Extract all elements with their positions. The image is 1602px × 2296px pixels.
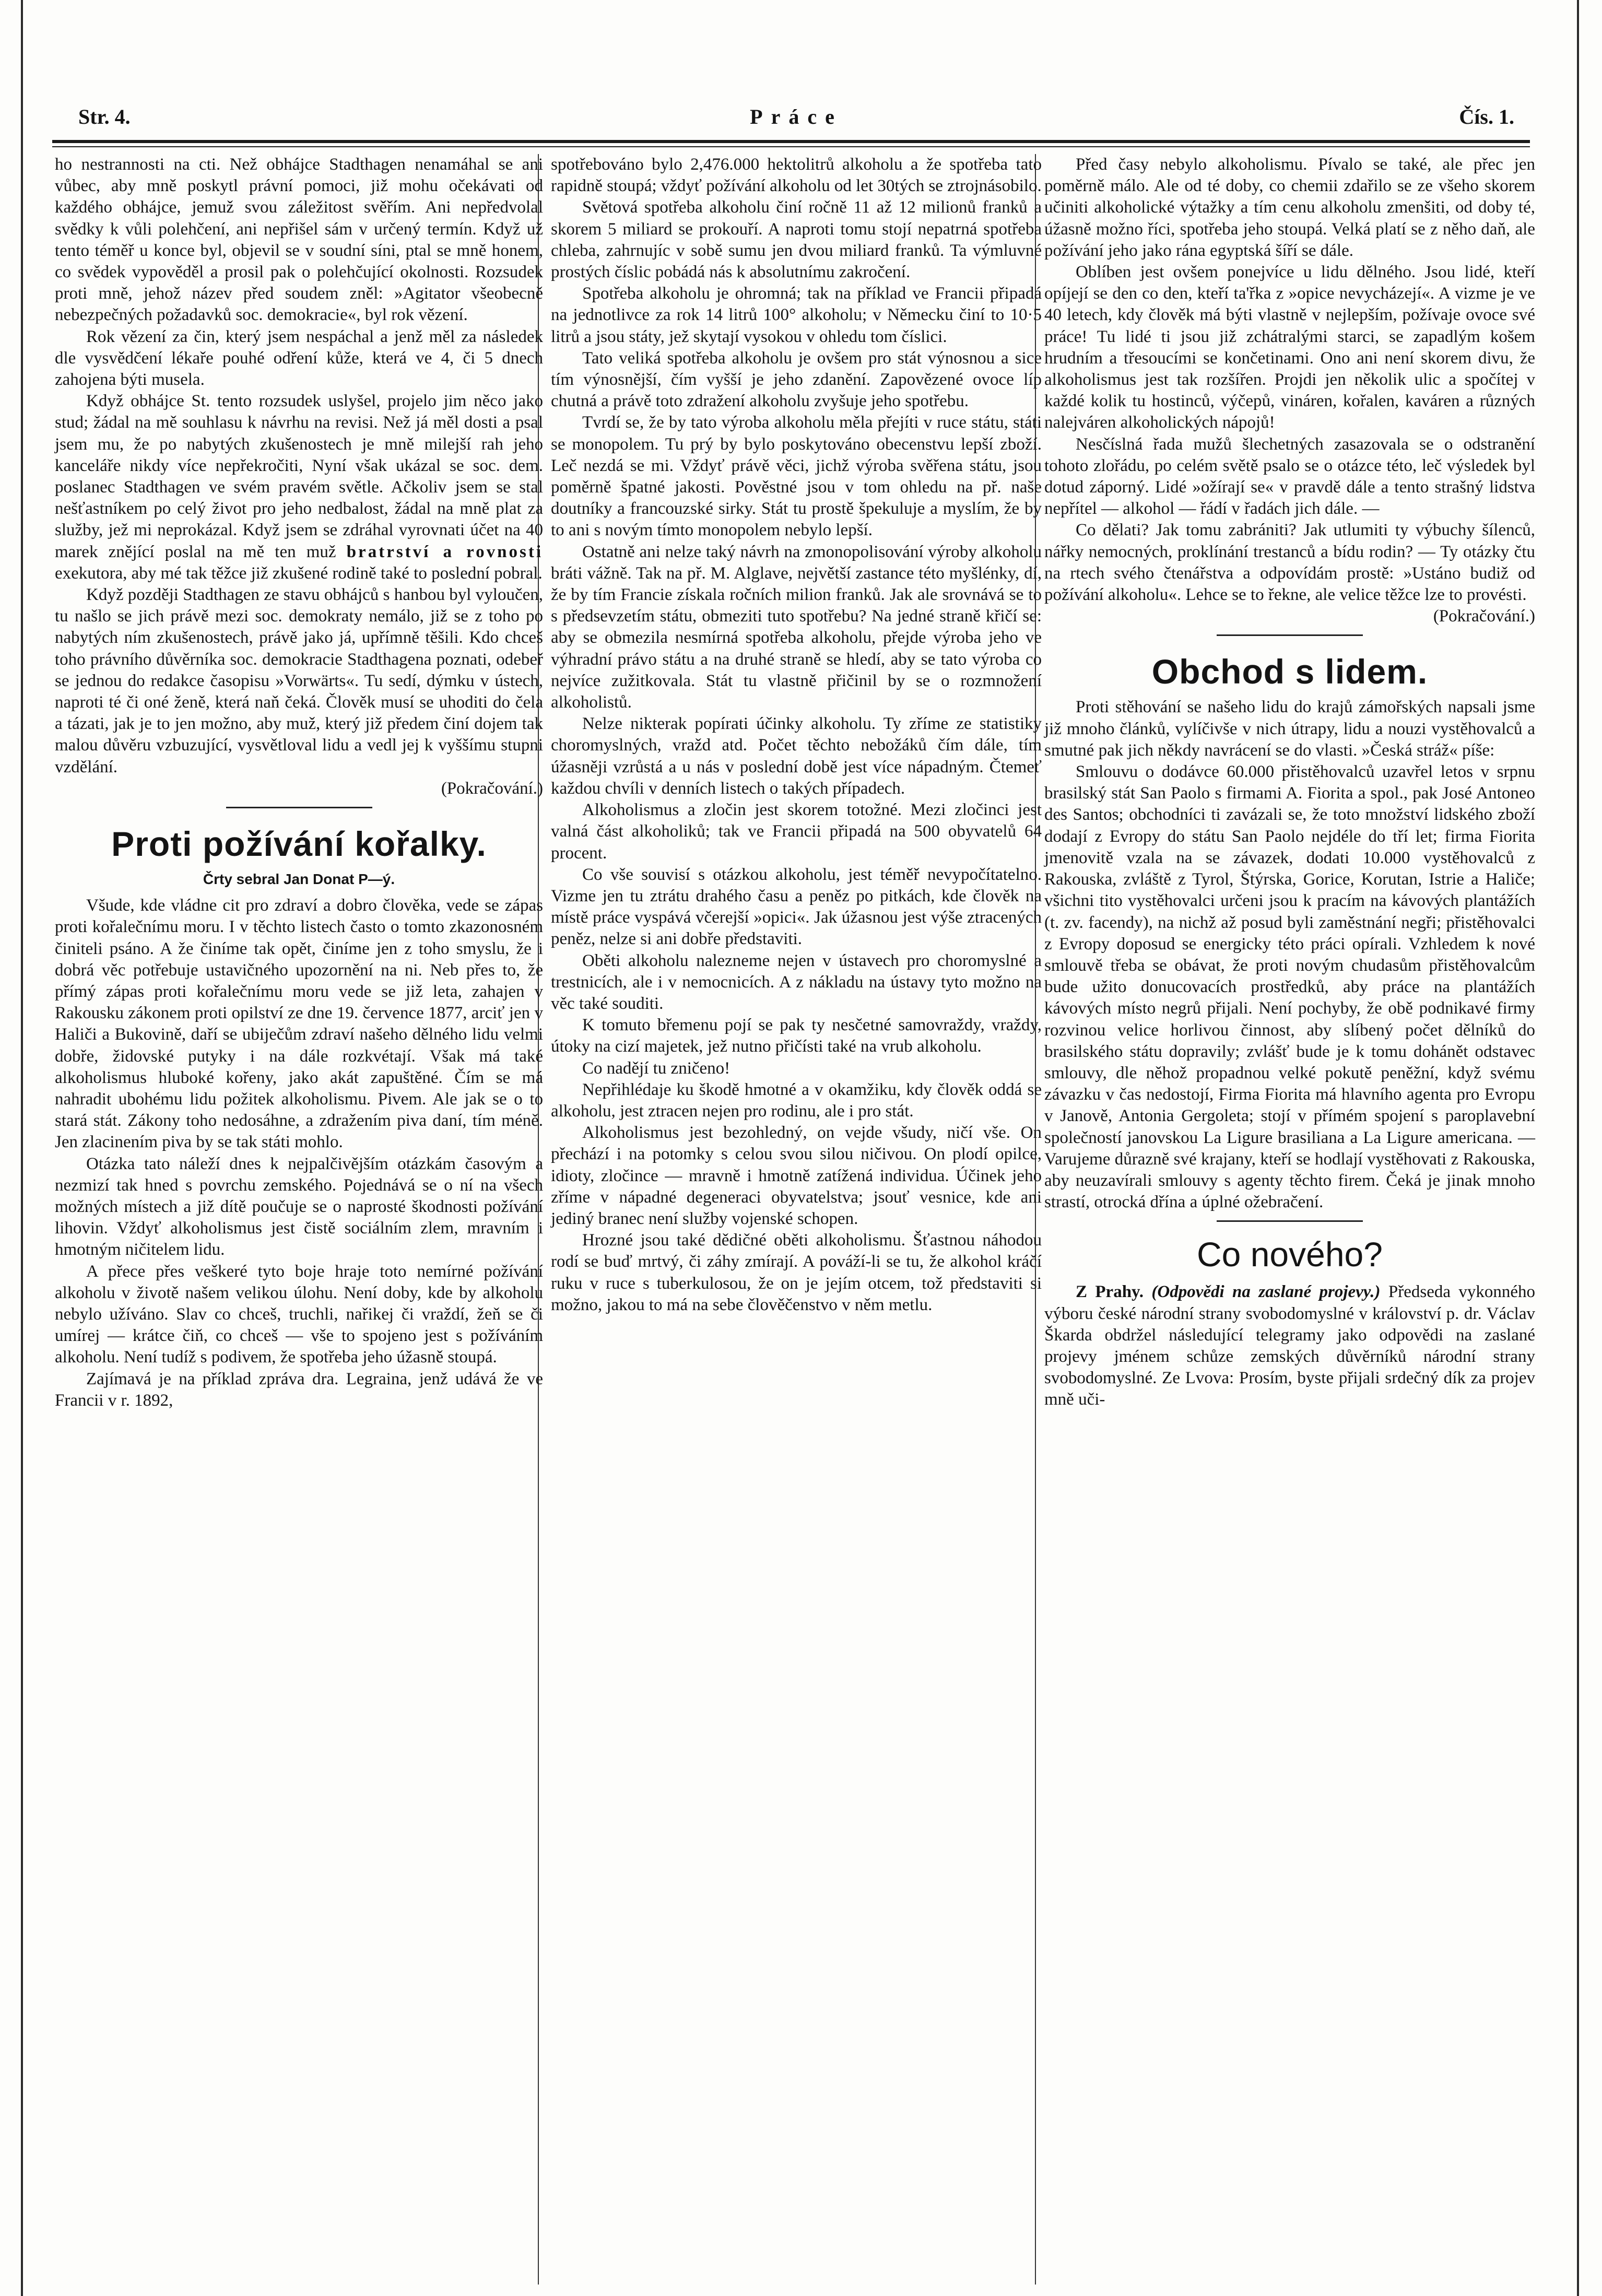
paragraph-text: Předseda vykonného výboru české národní strany svobodomyslné v království p. dr. Václav Škarda obdržel následující telegramy jako odpovědi na zaslané projevy jménem schůze zemských důvěrníků národní strany svobodomyslné. Ze Lvova: Prosím, byste přijali srdečný dík za projev mně uči-	[1044, 1282, 1536, 1409]
section-rule	[226, 807, 372, 808]
header-rule-thin	[52, 146, 1530, 147]
paragraph: Proti stěhování se našeho lidu do krajů zámořských napsali jsme již mnoho článků, vylíčivše v nich útrapy, lidu a nouzi vystěhovalců a smutné pak jich někdy navrácení se do vlasti. »Česká stráž« píše:	[1044, 698, 1535, 760]
continued-note: (Pokračování.)	[1433, 607, 1535, 626]
subheading: (Odpovědi na zaslané projevy.)	[1151, 1282, 1381, 1302]
paragraph: Spotřeba alkoholu je ohromná; tak na příklad ve Francii připadá na jednotlivce za rok 14 litrů 100° alkoholu; v Německu činí to 10·5 litrů a jsou státy, jež skytají vysokou v ohledu tom číslici.	[551, 284, 1042, 346]
paragraph: Smlouvu o dodávce 60.000 přistěhovalců uzavřel letos v srpnu brasilský stát San Paolo s firmami A. Fiorita a spol., pak José Antoneo des Santos; obchodníci ti zavázali se, že toto množství lidského zboží dodají z Evropy do státu San Paolo nejdéle do tří let; firma Fiorita jmenovitě vzala na se závazek, dodati 10.000 vystěhovalců z Rakouska, zvláště z Tyrol, Štýrska, Gorice, Korutan, Istrie a Haliče; všichni tito vystěhovalci určeni jsou k pracím na kávových plantážích (t. zv. facendy), na nichž až posud byli zaměstnání negři; přistěhovalci z Evropy doposud se energicky této práci opírali. Vzhledem k nové smlouvě třeba se obávat, že proti novým chudasům přistěhovalcům bude užito donucovacích prostředků, aby práce na plantážích kávových místo negrů přijali. Není pochyby, že obě podnikavé firmy rozvinou velice horlivou činnost, aby slíbený počet dělníků do brasilského státu dopravily; zvlášť bude je k tomu dohánět odstavec smlouvy, dle něhož propadnou velké pokutě peněžní, když svému závazku v čas nedostojí, Firma Fiorita má hlavního agenta pro Evropu v Janově, Antonia Gergoleta; stojí v přímém spojení s paroplavební společností janovskou La Ligure brasiliana a La Ligure americana. — Varujeme důrazně své krajany, kteří se hodlají vystěhovati z Rakouska, aby neuzavírali smlouvy s agenty těchto firem. Čeká je jinak mnoho strastí, otrocká dřína a úplné ožebračení.	[1044, 762, 1535, 1212]
issue-number: Čís. 1.	[1459, 105, 1514, 128]
paragraph: Co nadějí tu zničeno!	[582, 1058, 731, 1078]
paragraph	[1044, 1281, 1535, 1410]
paragraph-text: exekutora, aby mé tak těžce již zkušené rodině také to poslední pobral.	[55, 563, 543, 583]
paragraph: Otázka tato náleží dnes k nejpalčivějším otázkám časovým a nezmizí tak hned s povrchu zemského. Pojednává se o ní na všech možných místech a již dítě poučuje se o naprosté škodnosti požívání lihovin. Vždyť alkoholismus jest čistě sociálním zlem, mravním i hmotným ničitelem lidu.	[55, 1154, 543, 1259]
column-2	[551, 154, 1042, 1316]
paragraph: ho nestrannosti na cti. Než obhájce Stadthagen nenamáhal se ani vůbec, aby mně poskytl právní pomoci, již mohu očekávati od každého obhájce, jemuž svou záležitost svěřím. Ani nepředvolal svědky k vůli polehčení, ani nepřišel sám v určený termín. Když už tento téměř u konce byl, objevil se v soudní síni, ptal se mně honem, co svědek vypověděl a prosil pak o polehčující okolnosti. Rozsudek proti mně, jehož název před soudem zněl: »Agitator všeobecně nebezpečných požadavků soc. demokracie«, byl rok vězení.	[55, 155, 543, 325]
paragraph: Světová spotřeba alkoholu činí ročně 11 až 12 milionů franků a skorem 5 miliard se prokouří. A naproti tomu stojí nepatrná spotřeba chleba, zahrnujíc v sobě sumu jen dvou miliard franků. Ta výmluvné prostých číslic pobádá nás k absolutnímu zakročení.	[551, 198, 1042, 282]
section-rule	[1217, 634, 1363, 636]
paragraph: K tomuto břemenu pojí se pak ty nesčetné samovraždy, vraždy, útoky na cizí majetek, jež nutno přičísti také na vrub alkoholu.	[551, 1016, 1042, 1056]
article-heading: Proti požívání kořalky.	[111, 825, 487, 864]
paragraph: Tato veliká spotřeba alkoholu je ovšem pro stát výnosnou a sice tím výnosnější, čím vyšší je jeho zdanění. Zapovězené ovoce líp chutná a právě toto zdražení alkoholu zvyšuje jeho spotřebu.	[551, 348, 1042, 411]
paragraph: Ostatně ani nelze taký návrh na zmonopolisování výroby alkoholu bráti vážně. Tak na př. M. Alglave, největší zastance této myšlénky, dí, že by tím Francie získala ročních milion franků. Jak ale srovnává se to s předsevzetím státu, obmeziti tuto spotřebu? Na jedné straně křičí se: aby se obmezila nesmírná spotřeba alkoholu, přejde výroba jeho ve výhradní právo státu a na druhé straně se hledí, aby se tato výroba co nejvíce zužitkovala. Stát tu vlastně přičinil by se o rozmnožení alkoholistů.	[551, 542, 1042, 712]
paragraph: Co vše souvisí s otázkou alkoholu, jest téměř nevypočítatelno. Vizme jen tu ztrátu drahého času a peněz po pitkách, kde člověk na místě práce vyspává včerejší »opici«. Jak úžasnou jest výše ztracených peněz, nelze si ani dobře představiti.	[551, 865, 1042, 949]
page-number: Str. 4.	[78, 105, 131, 128]
article-heading: Obchod s lidem.	[1151, 652, 1428, 691]
continued-note: (Pokračování.)	[441, 779, 543, 798]
page-header	[78, 104, 1514, 136]
paragraph: Rok vězení za čin, který jsem nespáchal a jenž měl za následek dle vysvědčení lékaře pouhé odření kůže, která ve 4, či 5 dnech zahojena býti musela.	[55, 327, 543, 390]
dateline: Z Prahy.	[1076, 1282, 1144, 1302]
paragraph: Oběti alkoholu nalezneme nejen v ústavech pro choromyslné a trestnicích, ale i v nemocnicích. A z nákladu na ústavy tyto možno na věc také souditi.	[551, 951, 1042, 1013]
section-heading: Co nového?	[1197, 1235, 1383, 1274]
column-1	[55, 154, 543, 1411]
paragraph: spotřebováno bylo 2,476.000 hektolitrů alkoholu a že spotřeba tato rapidně stoupá; vždyť požívání alkoholu od let 30tých se ztrojnásobilo.	[551, 155, 1042, 196]
section-rule	[1217, 1220, 1363, 1222]
header-rule	[52, 140, 1530, 143]
paragraph: Všude, kde vládne cit pro zdraví a dobro člověka, vede se zápas proti kořalečnímu moru. I v těchto listech často o tomto zkazonosném činiteli psáno. A že činíme tak opět, činíme jen z toho smyslu, že i dobrá věc potřebuje ustavičného upozornění na ni. Neb přes to, že přímý zápas proti kořalečnímu moru vede se již leta, zahajen v Rakousku zákonem proti opilství ze dne 19. července 1877, arciť jen v Haliči a Bukovině, daří se ubiječům zdraví našeho dělného lidu velmi dobře, židovské putyky i na dále rozkvétají. Však má také alkoholismus hluboké kořeny, jako akát zapuštěné. Čím se má nahradit ubohému lidu požitek alkoholismu. Pivem. Ale jak se o to stará stát. Zákony toho nedosáhne, a zdražením piva daní, tím méně. Jen zlacinením piva by se tak státi mohlo.	[55, 896, 543, 1152]
paragraph: Nelze nikterak popírati účinky alkoholu. Ty zříme ze statistiky choromyslných, vražd atd. Počet těchto nebožáků čím dále, tím úžasněji vzrůstá a u nás v poslední době jest více nápadným. Čtemeť každou chvíli v denních listech o takých případech.	[551, 714, 1042, 798]
paragraph: Oblíben jest ovšem ponejvíce u lidu dělného. Jsou lidé, kteří opíjejí se den co den, kteří ta'řka z »opice nevycházejí«. A vizme je ve 40 letech, kdy člověk má býti vlastně v nejlepším, požívaje ovoce své práce! Tu lidé ti jsou již zchátralými starci, se zapadlým košem hrudním a třesoucími se končetinami. Ono ani není skorem divu, že alkoholismus jest tak rozšířen. Projdi jen několik ulic a spočítej v každé kolik tu hostinců, výčepů, vináren, kořalen, kaváren a různých nalejváren alkoholických nápojů!	[1044, 263, 1535, 432]
paragraph: Když později Stadthagen ze stavu obhájců s hanbou byl vyloučen, tu našlo se jich právě mezi soc. demokraty nemálo, již se z toho po nabytých ním zkušenostech, právě jako já, upřímně těšili. Kdo chceš toho právního důvěrníka soc. demokracie Stadthagena poznati, odebeř se jednou do redakce časopisu »Vorwärts«. Tu sedí, dýmku v ústech, naproti té či oné ženě, která naň čeká. Člověk musí se uhoditi do čela a tázati, jak je to jen možno, aby muž, který již předem činí dojem tak malou důvěru vzbuzující, vysvětloval lidu a vedl jej k vyššímu stupni vzdělání.	[55, 585, 543, 776]
paragraph: Zajímavá je na příklad zpráva dra. Legraina, jenž udává že ve Francii v r. 1892,	[55, 1369, 543, 1410]
paragraph	[55, 391, 543, 584]
paragraph: Tvrdí se, že by tato výroba alkoholu měla přejíti v ruce státu, státi se monopolem. Tu prý by bylo poskytováno obecenstvu lepší zboží. Leč nezdá se mi. Vždyť právě věci, jichž výroba svěřena státu, jsou poměrně špatné jakosti. Pověstné jsou v tom ohledu na př. naše doutníky a francouzské sirky. Stát tu prostě špekuluje a myslím, že by to ani s novým tímto monopolem nebylo lepší.	[551, 413, 1042, 540]
paragraph: Nesčíslná řada mužů šlechetných zasazovala se o odstranění tohoto zlořádu, po celém světě psalo se o otázce této, leč výsledek byl dotud záporný. Lidé »ožírají se« v pravdě dále a tento strašný lidstva nepřítel — alkohol — řádí v řadách jich dále. —	[1044, 434, 1535, 519]
paragraph: Alkoholismus a zločin jest skorem totožné. Mezi zločinci jest valná část alkoholiků; tak ve Francii připadá na 500 obyvatelů 64 procent.	[551, 800, 1042, 863]
paragraph: A přece přes veškeré tyto boje hraje toto nemírné požívání alkoholu v životě našem velikou úlohu. Není doby, kde by alkoholu nebylo užíváno. Slav co chceš, truchli, nařikej či vraždí, žeň se či umírej — krátce čiň, co chceš — vše to spojeno jest s požíváním alkoholu. Není tudíž s podivem, že spotřeba jeho úžasně stoupá.	[55, 1262, 543, 1367]
column-3	[1044, 154, 1535, 1411]
paragraph-text: Když obhájce St. tento rozsudek uslyšel, projelo jim něco jako stud; žádal na mě souhlasu k návrhu na revisi. Než já měl dosti a psal jsem mu, že po nabytých zkušenostech je mně milejší rah jeho kanceláře nikdy více nepřekročiti, Nyní však ukázal se soc. dem. poslanec Stadthagen ve svém pravém světle. Ačkoliv jsem se stal nešťastníkem po celý život pro jeho nedbalost, žádal na mně plat za služby, jež mi neprokázal. Když jsem se zdráhal vyrovnati účet na 40 marek znějící poslal na mě ten muž	[55, 392, 543, 561]
newspaper-title: Práce	[750, 105, 843, 128]
emphasis: bratrství a rovnosti	[346, 542, 543, 561]
paragraph: Co dělati? Jak tomu zabrániti? Jak utlumiti ty výbuchy šílenců, nářky nemocných, proklínání trestanců a bídu rodin? — Ty otázky čtu na rtech svého čtenářstva a odpovídám prostě: »Ustáno budiž od požívání alkoholu«. Lehce se to řekne, ale velice těžce lze to provésti.	[1044, 521, 1535, 605]
paragraph: Před časy nebylo alkoholismu. Pívalo se také, ale přec jen poměrně málo. Ale od té doby, co chemii zdařilo se ze všeho skorem učiniti alkoholické výtažky a tím cenu alkoholu zmenšiti, od doby té, úžasně možno říci, spotřeba jeho stoupá. Velká platí se z něho daň, ale požívání jeho jako rána egyptská šíří se dále.	[1044, 155, 1535, 260]
paragraph: Alkoholismus jest bezohledný, on vejde všudy, ničí vše. On přechází i na potomky s celou svou silou ničivou. On plodí opilce, idioty, zločince — mravně i hmotně zatížená individua. Účinek jeho zříme v nápadné degeneraci obyvatelstva; jsouť vesnice, kde ani jediný branec není služby vojenské schopen.	[551, 1123, 1042, 1228]
article-byline: Črty sebral Jan Donat P—ý.	[203, 871, 395, 888]
paragraph: Hrozné jsou také dědičné oběti alkoholismu. Šťastnou náhodou rodí se buď mrtvý, či záhy zmírají. A pováží-li se tu, že alkohol kráčí ruku v ruce s tuberkulosou, že on je jejím otcem, tož představiti si možno, jakou to má na sebe člověčenstvo v něm metlu.	[551, 1231, 1042, 1314]
paragraph: Nepřihlédaje ku škodě hmotné a v okamžiku, kdy člověk oddá se alkoholu, jest ztracen nejen pro rodinu, ale i pro stát.	[551, 1080, 1042, 1121]
